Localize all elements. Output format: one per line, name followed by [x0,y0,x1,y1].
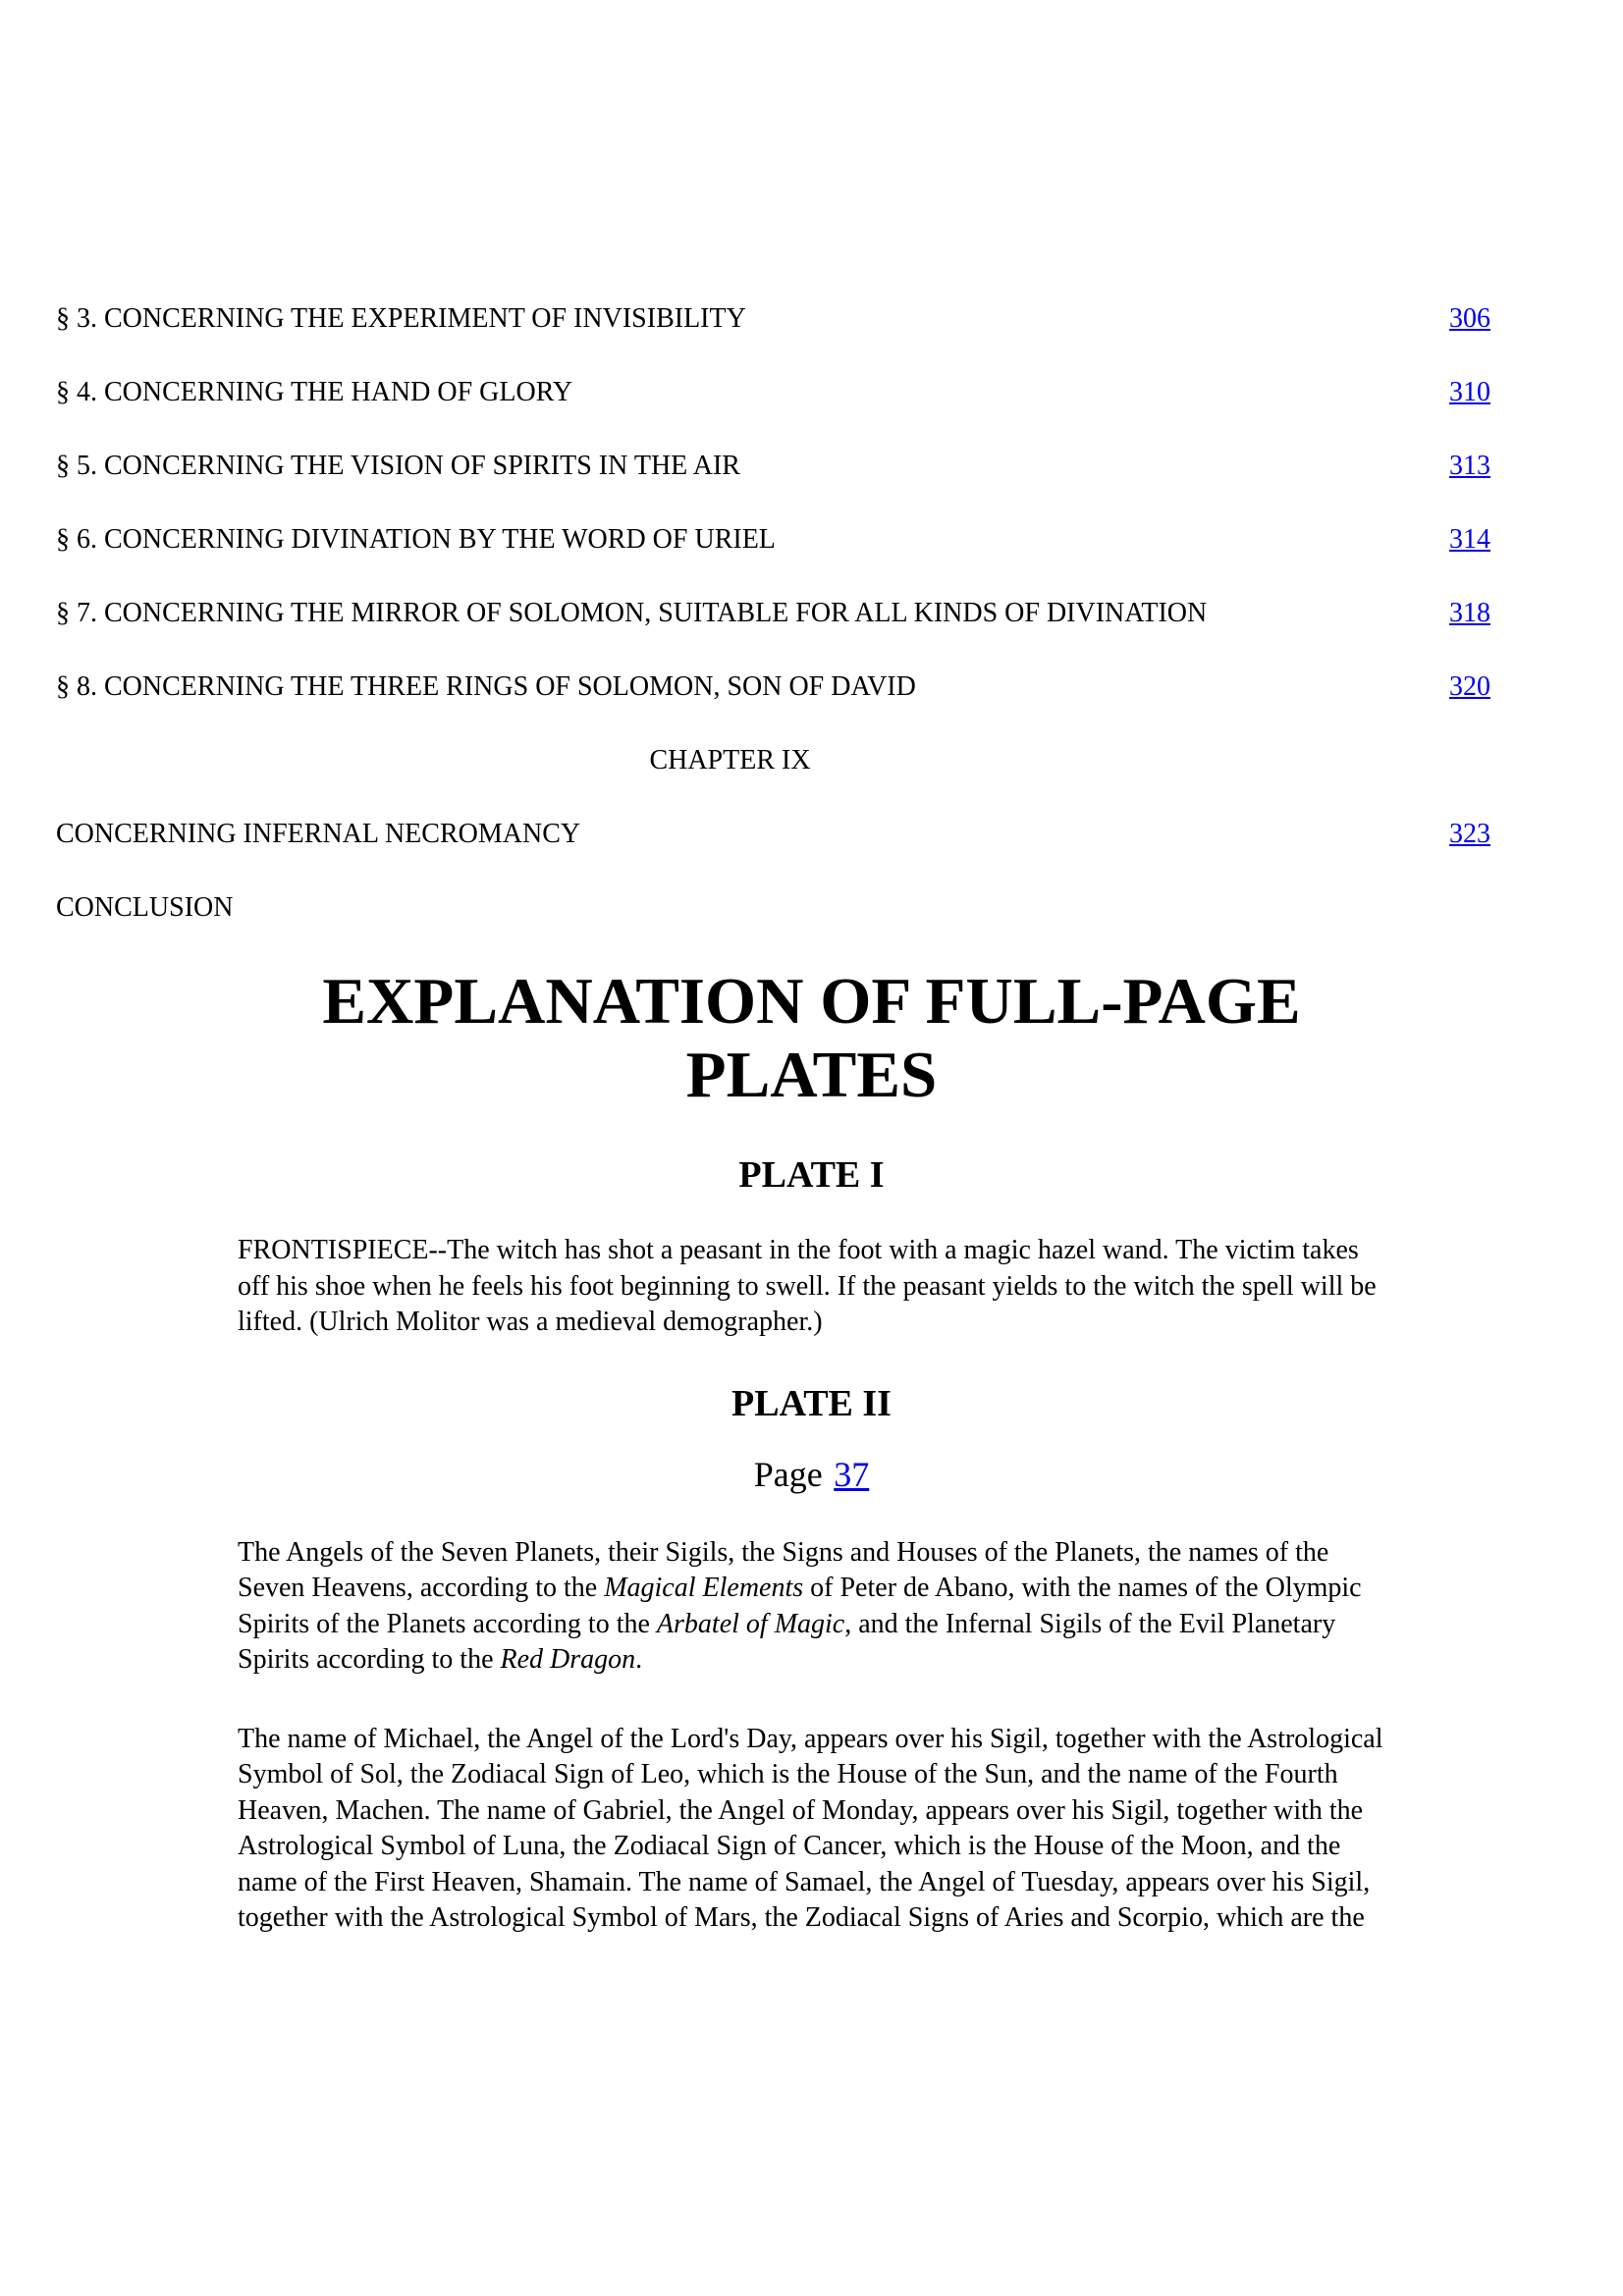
page-title: EXPLANATION OF FULL-PAGE PLATES [322,965,1301,1111]
plate1-heading: PLATE I [738,1154,885,1196]
toc-entry-label: § 5. CONCERNING THE VISION OF SPIRITS IN THE AIR [56,451,740,481]
toc-entry [56,818,1490,850]
toc-entry-label: § 7. CONCERNING THE MIRROR OF SOLOMON, SUITABLE FOR ALL KINDS OF DIVINATION [56,598,1208,628]
toc-entry [56,450,1490,482]
toc-entry [56,523,1490,556]
toc-entry-page-link[interactable]: 313 [1449,451,1490,481]
plate2-details: The name of Michael, the Angel of the Lord's Day, appears over his Sigil, together with the Astrological Symbol of Sol, the Zodiacal Sign of Leo, which is the House of the Sun, and the name of the Fourth Heaven, Machen. The name of Gabriel, the Angel of Monday, appears over his Sigil, together with the Astrological Symbol of Luna, the Zodiacal Sign of Cancer, which is the House of the Moon, and the name of the First Heaven, Shamain. The name of Samael, the Angel of Tuesday, appears over his Sigil, together with the Astrological Symbol of Mars, the Zodiacal Signs of Aries and Scorpio, which are the [238,1723,1383,1933]
toc-chapter-heading: CHAPTER IX [649,745,811,775]
table-of-contents [56,0,1490,924]
toc-entry [56,891,1490,924]
plate2-description: The Angels of the Seven Planets, their Sigils, the Signs and Houses of the Planets, the names of the Seven Heavens, according to the Magical Elements of Peter de Abano, with the names of the Olympic Spirits of the Planets according to the Arbatel of Magic, and the Infernal Sigils of the Evil Planetary Spirits according to the Red Dragon. [238,1536,1362,1675]
plate1-caption: FRONTISPIECE--The witch has shot a peasant in the foot with a magic hazel wand. The victim takes off his shoe when he feels his foot beginning to swell. If the peasant yields to the witch the spell will be lifted. (Ulrich Molitor was a medieval demographer.) [238,1235,1377,1337]
toc-entry-label: CONCERNING INFERNAL NECROMANCY [56,819,581,849]
toc-entry [56,670,1490,703]
toc-entry-page-link[interactable]: 306 [1449,303,1490,334]
toc-entry [56,302,1490,335]
toc-entry [56,376,1490,408]
toc-entry-label: § 8. CONCERNING THE THREE RINGS OF SOLOMON, SON OF DAVID [56,671,916,702]
toc-entry-page-link[interactable]: 320 [1449,671,1490,702]
toc-conclusion-label: CONCLUSION [56,892,234,923]
page-ref-link[interactable]: 37 [834,1454,870,1494]
toc-entry-label: § 4. CONCERNING THE HAND OF GLORY [56,377,573,407]
toc-entry-page-link[interactable]: 314 [1449,524,1490,555]
toc-entry-page-link[interactable]: 310 [1449,377,1490,407]
toc-entry-page-link[interactable]: 318 [1449,598,1490,628]
toc-entry-label: § 3. CONCERNING THE EXPERIMENT OF INVISIBILITY [56,303,746,334]
plate2-page-ref [0,1454,1623,1496]
toc-entry-label: § 6. CONCERNING DIVINATION BY THE WORD OF URIEL [56,524,776,555]
plate2-heading: PLATE II [731,1382,892,1424]
toc-entry [56,597,1490,629]
page-ref-label: Page [753,1454,823,1494]
toc-entry-page-link[interactable]: 323 [1449,819,1490,849]
